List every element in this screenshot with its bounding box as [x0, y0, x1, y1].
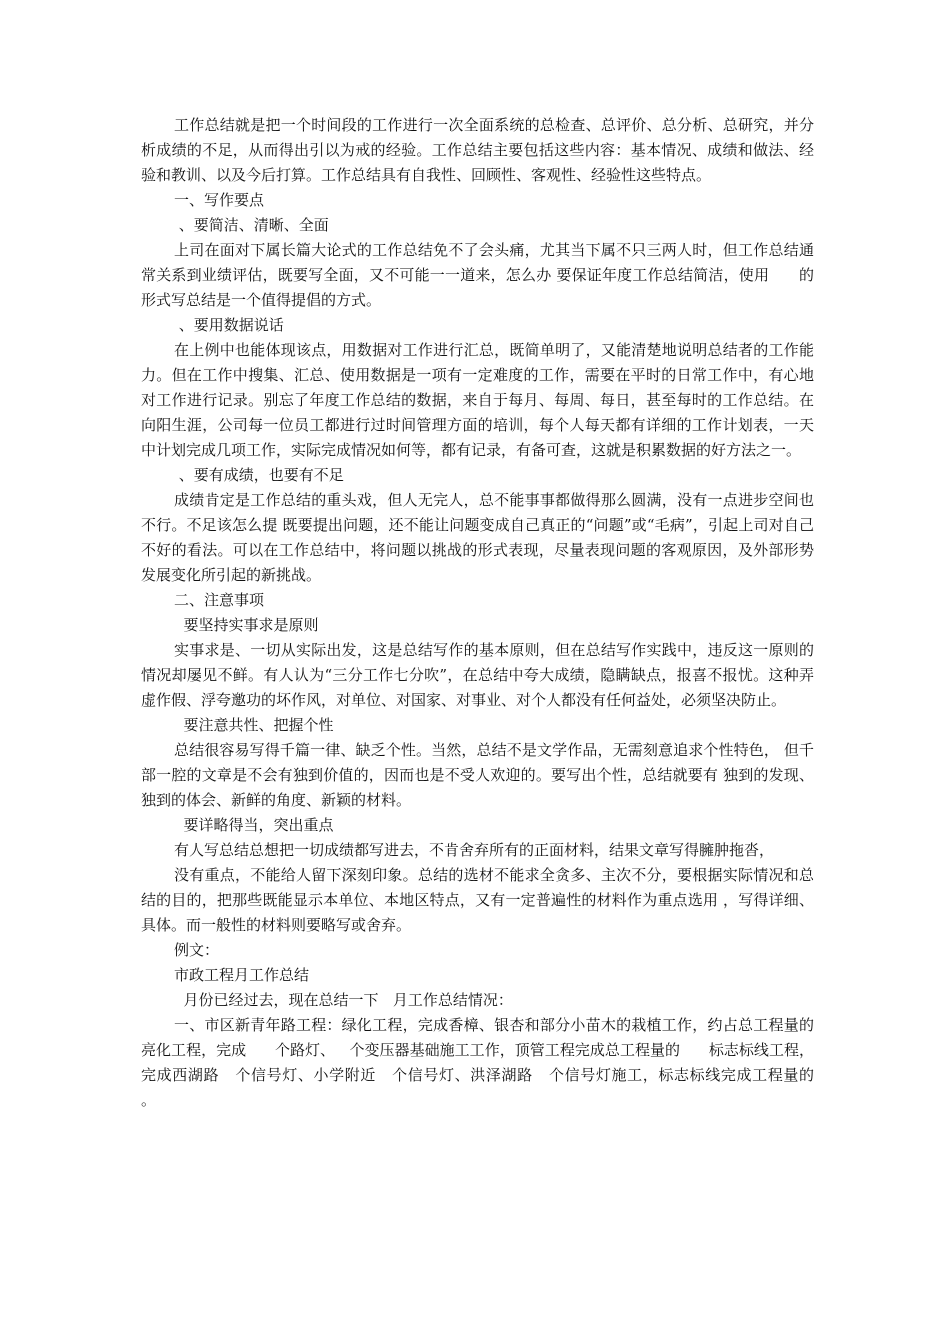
point-3-paragraph: 成绩肯定是工作总结的重头戏，但人无完人，总不能事事都做得那么圆满，没有一点进步空间也不行。不足该怎么提 既要提出问题，还不能让问题变成自己真正的“问题”或“毛病”，引起上司对自己不好的看法。可以在工作总结中，将问题以挑战的形式表现，尽量表现问题的客观原因，及外部形势发展变化所引起的新挑战。 [141, 491, 814, 584]
section-heading-notes: 二、注意事项 [174, 591, 265, 609]
point-3-heading: 、要有成绩，也要有不足 [174, 466, 344, 484]
section-heading-writing-points: 一、写作要点 [174, 191, 265, 209]
example-label: 例文： [174, 941, 220, 959]
note-3-paragraph-b: 没有重点，不能给人留下深刻印象。总结的选材不能求全贪多、主次不分，要根据实际情况和总结的目的，把那些既能显示本单位、本地区特点，又有一定普遍性的材料作为重点选用 ，写得详细、具体。而一般性的材料则要略写或舍弃。 [141, 866, 814, 934]
note-3-paragraph-a: 有人写总结总想把一切成绩都写进去，不肯舍弃所有的正面材料，结果文章写得臃肿拖沓， [174, 841, 775, 859]
example-intro: 月份已经过去，现在总结一下 月工作总结情况： [174, 991, 513, 1009]
point-1-heading: 、要简洁、清晰、全面 [174, 216, 329, 234]
document-page [141, 113, 843, 1113]
note-3-heading: 要详略得当，突出重点 [174, 816, 334, 834]
example-title: 市政工程月工作总结 [174, 966, 310, 984]
example-item-1: 一、市区新青年路工程：绿化工程，完成香樟、银杏和部分小苗木的栽植工作，约占总工程量的 亮化工程，完成 个路灯、 个变压器基础施工工作，顶管工程完成总工程量的 标志标线工程，完成西湖路 个信号灯、小学附近 个信号灯、洪泽湖路 个信号灯施工，标志标线完成工程量的 。 [141, 1016, 843, 1109]
point-2-heading: 、要用数据说话 [174, 316, 284, 334]
point-2-paragraph: 在上例中也能体现该点，用数据对工作进行汇总，既简单明了，又能清楚地说明总结者的工作能力。但在工作中搜集、汇总、使用数据是一项有一定难度的工作，需要在平时的日常工作中，有心地对工作进行记录。别忘了年度工作总结的数据，来自于每月、每周、每日，甚至每时的工作总结。在向阳生涯，公司每一位员工都进行过时间管理方面的培训，每个人每天都有详细的工作计划表，一天中计划完成几项工作，实际完成情况如何等，都有记录，有备可查，这就是积累数据的好方法之一。 [141, 341, 814, 459]
note-1-paragraph: 实事求是、一切从实际出发，这是总结写作的基本原则，但在总结写作实践中，违反这一原则的情况却屡见不鲜。有人认为“三分工作七分吹”，在总结中夸大成绩，隐瞒缺点，报喜不报忧。这种弄虚作假、浮夸邀功的坏作风，对单位、对国家、对事业、对个人都没有任何益处，必须坚决防止。 [141, 641, 814, 709]
intro-paragraph: 工作总结就是把一个时间段的工作进行一次全面系统的总检查、总评价、总分析、总研究，并分析成绩的不足，从而得出引以为戒的经验。工作总结主要包括这些内容：基本情况、成绩和做法、经验和教训、以及今后打算。工作总结具有自我性、回顾性、客观性、经验性这些特点。 [141, 116, 814, 184]
note-1-heading: 要坚持实事求是原则 [174, 616, 319, 634]
point-1-paragraph: 上司在面对下属长篇大论式的工作总结免不了会头痛，尤其当下属不只三两人时，但工作总结通常关系到业绩评估，既要写全面，又不可能一一道来，怎么办 要保证年度工作总结简洁，使用 的形式写总结是一个值得提倡的方式。 [141, 241, 814, 309]
note-2-heading: 要注意共性、把握个性 [174, 716, 334, 734]
note-2-paragraph: 总结很容易写得千篇一律、缺乏个性。当然，总结不是文学作品，无需刻意追求个性特色， 但千部一腔的文章是不会有独到价值的，因而也是不受人欢迎的。要写出个性，总结就要有 独到的发现、独到的体会、新鲜的角度、新颖的材料。 [141, 741, 814, 809]
